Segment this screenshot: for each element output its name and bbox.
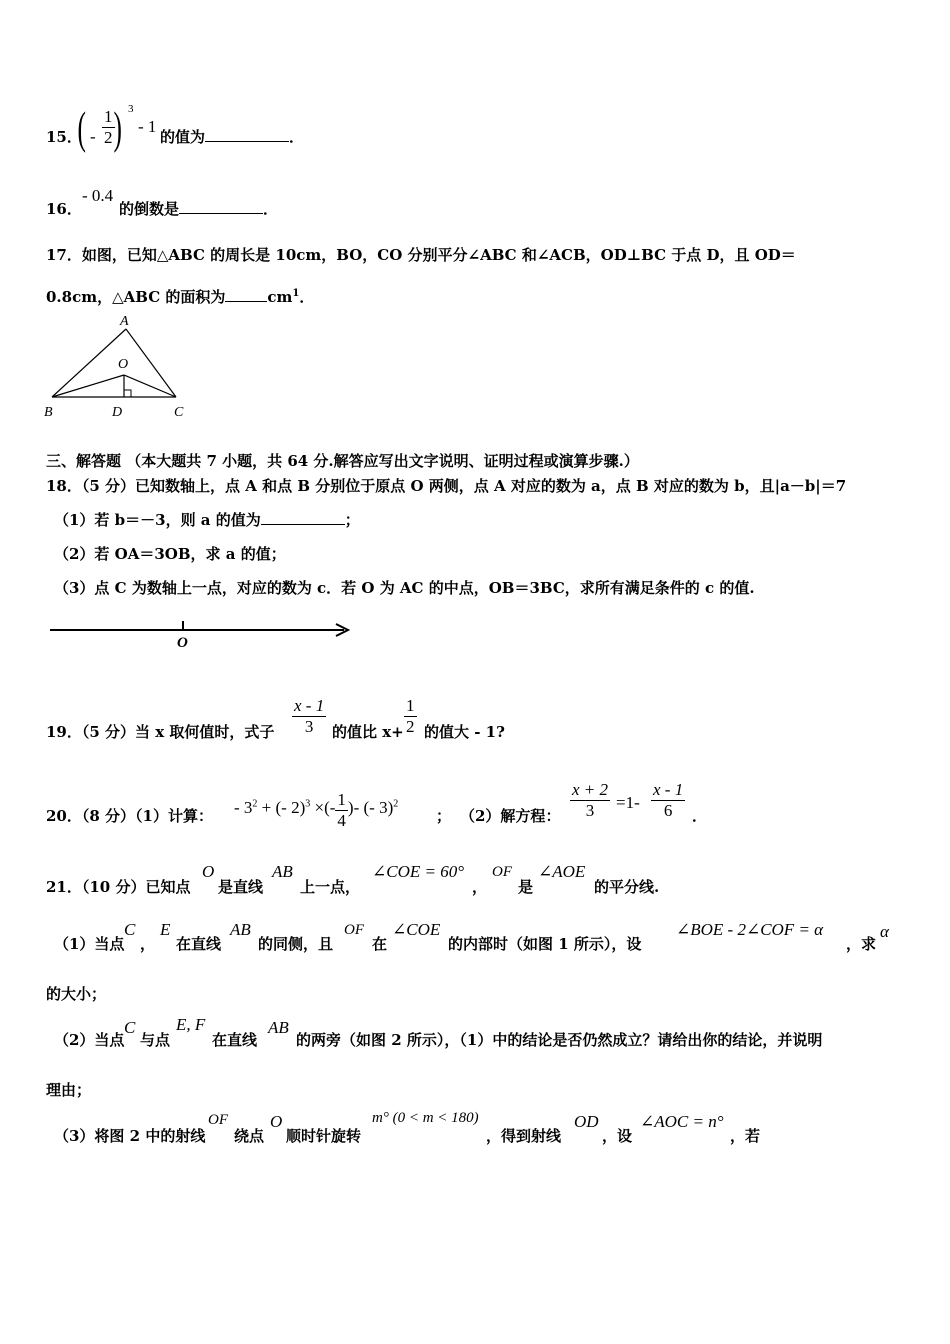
q21-t4: 的平分线.	[594, 878, 660, 896]
q20-pre: 20．（8 分）（1）计算：	[46, 807, 213, 825]
q21-t3: 是	[518, 878, 534, 896]
q21-pre: 21．（10 分）已知点	[46, 878, 191, 896]
q18-part2: （2）若 OA＝3OB，求 a 的值；	[54, 545, 286, 563]
q15-minus: -	[90, 127, 96, 146]
q21-p3e: ，设	[602, 1127, 633, 1145]
q21-p1e: 在	[372, 935, 388, 953]
q21-p1f: 的内部时（如图 1 所示），设	[448, 935, 642, 953]
q15-blank[interactable]	[205, 127, 289, 142]
q21-rotation: m° (0 < m < 180)	[372, 1110, 479, 1126]
q20-eq-fraction-1: $\frac{x + 2}{3}$	[572, 780, 609, 820]
q19-pre: 19．（5 分）当 x 取何值时，式子	[46, 723, 275, 741]
q21-p3c: 顺时针旋转	[286, 1127, 362, 1145]
q21-angle-aoc: ∠AOC = n°	[640, 1112, 724, 1131]
q19-mid: 的值比 x+	[332, 723, 404, 741]
q21-p2c: 在直线	[212, 1031, 258, 1049]
q21-p3b: 绕点	[234, 1127, 265, 1145]
q21-angle-aoe: ∠AOE	[538, 862, 586, 881]
label-d: D	[112, 405, 123, 420]
q20-part2: （2）解方程：	[460, 807, 561, 825]
q21-point-o: O	[202, 862, 215, 881]
q21-t1: 是直线	[218, 878, 264, 896]
q20-calc-expression: - $3^2$ + (- 2)$^3$ ×(- $\frac{1}{4}$ )- (- 3)$^2$	[234, 790, 399, 830]
q21-alpha: α	[880, 922, 889, 941]
q21-t2: 上一点，	[300, 878, 361, 896]
q20-semicolon: ；	[436, 807, 452, 825]
q21-p1b: ，	[140, 935, 156, 953]
q21-p1d: 的同侧，且	[258, 935, 334, 953]
label-o: O	[118, 357, 129, 372]
q21-equation: ∠BOE - 2∠COF = α	[676, 920, 824, 939]
label-c: C	[174, 405, 184, 420]
q17-line2: 0.8cm，△ABC 的面积为 $cm^1$．	[46, 288, 315, 306]
q17-blank[interactable]	[225, 287, 267, 302]
q19-fraction-2: $\frac{1}{2}$	[406, 696, 415, 736]
q21-ray-of-2: OF	[344, 922, 364, 938]
q18-blank[interactable]	[261, 510, 345, 525]
q21-ray-of: OF	[492, 864, 512, 880]
q21-p3a: （3）将图 2 中的射线	[54, 1127, 206, 1145]
q21-p1g: ，求	[846, 935, 877, 953]
q16-number: 16．	[46, 200, 82, 218]
q19-end: 的值大 - 1?	[424, 723, 505, 741]
q15-number: 15．	[46, 128, 82, 146]
q21-line-ab-2: AB	[230, 920, 251, 939]
q15-text: 的值为 ．	[160, 128, 305, 146]
q16-blank[interactable]	[179, 199, 263, 214]
q21-angle-coe-2: ∠COE	[392, 920, 441, 939]
q21-point-c: C	[124, 920, 136, 939]
q15-tail: - 1	[138, 117, 157, 136]
q21-ray-od: OD	[574, 1112, 599, 1131]
q15-fraction: $\frac{1}{2}$	[104, 107, 113, 147]
q16-expression: - 0.4	[82, 186, 114, 205]
q17-triangle-figure	[40, 310, 200, 425]
q20-fraction: $\frac{1}{4}$	[337, 790, 346, 830]
q21-p1c: 在直线	[176, 935, 222, 953]
q21-comma: ，	[472, 878, 488, 896]
q21-p2-line2: 理由；	[46, 1081, 92, 1099]
q18-part3: （3）点 C 为数轴上一点，对应的数为 c．若 O 为 AC 的中点，OB＝3BC，求所有满足条件的 c 的值.	[54, 579, 755, 597]
q21-p2d: 的两旁（如图 2 所示），（1）中的结论是否仍然成立？请给出你的结论，并说明	[296, 1031, 823, 1049]
label-a: A	[120, 314, 129, 329]
q21-p1a: （1）当点	[54, 935, 125, 953]
q17-line1: 17．如图，已知△ABC 的周长是 10cm，BO，CO 分别平分∠ABC 和∠ACB，OD⊥BC 于点 D，且 OD＝	[46, 246, 796, 264]
q20-eq-mid: =1-	[616, 793, 640, 812]
q21-p2a: （2）当点	[54, 1031, 125, 1049]
q21-points-ef: E, F	[176, 1015, 206, 1034]
section-3-heading: 三、解答题 （本大题共 7 小题，共 64 分.解答应写出文字说明、证明过程或演算步骤.）	[46, 452, 639, 470]
q19-fraction-1: $\frac{x - 1}{3}$	[294, 696, 325, 736]
q21-line-ab-3: AB	[268, 1018, 289, 1037]
q16-text: 的倒数是 ．	[119, 200, 279, 218]
q20-eq-fraction-2: $\frac{x - 1}{6}$	[653, 780, 684, 820]
q21-point-c-2: C	[124, 1018, 136, 1037]
q21-angle-coe: ∠COE = 60°	[372, 862, 465, 881]
q21-p2b: 与点	[140, 1031, 171, 1049]
q21-p1-line2: 的大小；	[46, 985, 107, 1003]
number-line	[48, 618, 358, 652]
q21-p3d: ，得到射线	[486, 1127, 562, 1145]
q20-end: ．	[692, 807, 708, 825]
q21-p3f: ，若	[730, 1127, 761, 1145]
origin-label: O	[177, 635, 188, 651]
q21-point-e: E	[160, 920, 171, 939]
label-b: B	[44, 405, 53, 420]
q18-line1: 18．（5 分）已知数轴上，点 A 和点 B 分别位于原点 O 两侧，点 A 对应的数为 a，点 B 对应的数为 b，且|a－b|＝7	[46, 477, 847, 495]
q21-ray-of-3: OF	[208, 1112, 228, 1128]
q18-part1: （1）若 b＝－3，则 a 的值为 ；	[54, 511, 360, 529]
q15-exponent: 3	[128, 103, 134, 115]
q21-line-ab: AB	[272, 862, 293, 881]
q21-point-o-2: O	[270, 1112, 283, 1131]
